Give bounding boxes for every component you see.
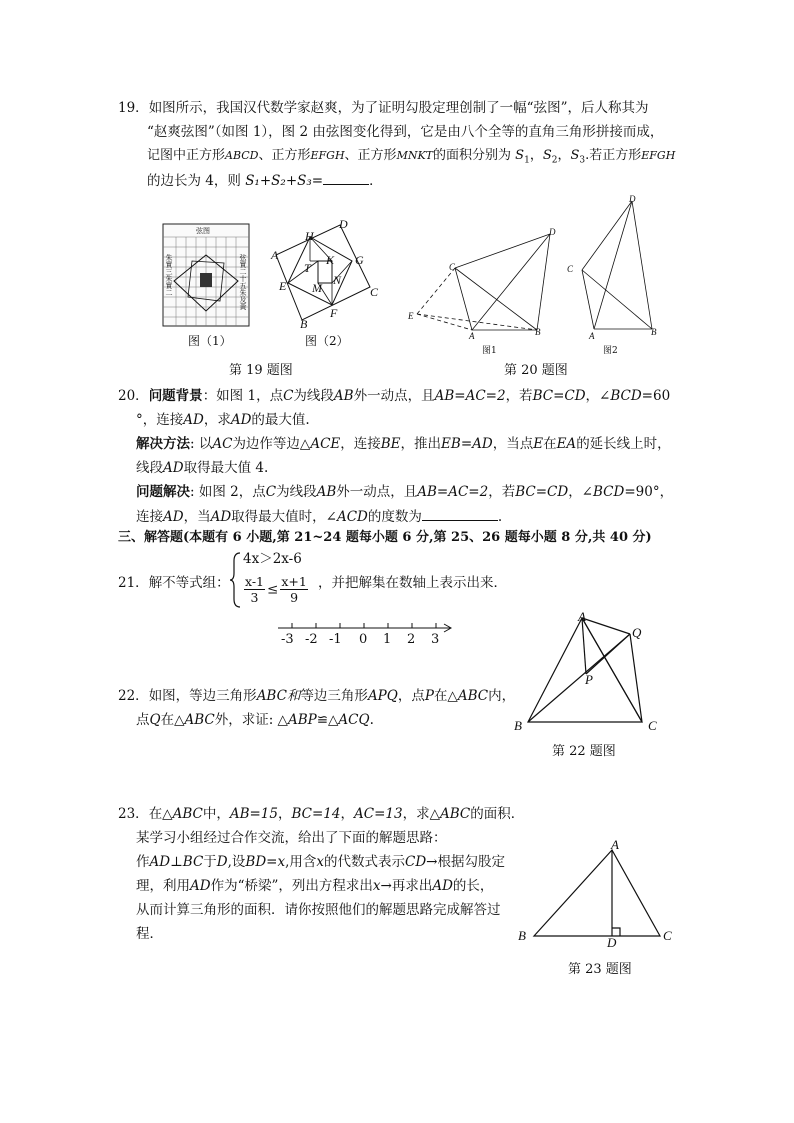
q22-figure-caption: 第 22 题图 (552, 744, 616, 759)
q22-label-P: P (585, 672, 593, 687)
q19-label-D: D (339, 217, 348, 231)
q19-answer-blank[interactable] (323, 170, 369, 185)
q23-label-A: A (611, 837, 619, 852)
q19-label-F: F (330, 306, 338, 320)
q20-figure1 (400, 222, 560, 342)
q20-fig2-label-A: A (589, 331, 595, 341)
tick-label: -3 (281, 632, 294, 647)
q20-line3: 解决方法: 以AC为边作等边△ACE，连接BE，推出EB=AD，当点E在EA的延长线上时， (136, 436, 671, 452)
q21-prefix: 21．解不等式组： (118, 575, 230, 591)
q19-figure-caption: 第 19 题图 (229, 363, 293, 378)
tick-label: -1 (329, 632, 342, 647)
q20-fig2-label-B: B (651, 327, 657, 337)
tick-label: 0 (359, 632, 368, 647)
q20-fig1-caption: 图1 (482, 346, 497, 356)
q23-line4: 理，利用AD作为“桥梁”，列出方程求出x→再求出AD的长， (136, 878, 494, 894)
q19-label-E: E (279, 279, 287, 293)
q19-label-H: H (305, 229, 314, 243)
q21-suffix: ，并把解集在数轴上表示出来． (318, 575, 507, 591)
q21-frac1: $\frac{x-1}{3}$ (245, 574, 265, 605)
q19-line3: 记图中正方形ABCD、正方形EFGH、正方形MNKT的面积分别为 $S_1$，$S_2$，$S_3$.若正方形EFGH (147, 148, 676, 166)
q21-frac2: $\frac{x+1}{9}$ (281, 574, 307, 605)
q22-line2: 点Q在△ABC外，求证: △ABP≌△ACQ. (136, 712, 374, 728)
q19-label-M: M (312, 281, 322, 295)
q23-label-D: D (607, 935, 617, 950)
q20-fig1-label-E: E (408, 311, 414, 321)
q22-label-C: C (648, 718, 657, 733)
q19-figure2 (270, 215, 380, 333)
q21-inequality2: $\frac{x-1}{3}$ ≤ $\frac{x+1}{9}$ (245, 574, 307, 605)
q19-label-B: B (300, 317, 308, 331)
q23-figure-caption: 第 23 题图 (568, 962, 632, 977)
tick-label: 1 (383, 632, 392, 647)
q19-fig1-right-text: 弦實二十五朱及黃 (239, 254, 247, 310)
q23-line1: 23．在△ABC中，AB=15，BC=14，AC=13，求△ABC的面积． (118, 806, 525, 822)
q19-line1: 19．如图所示，我国汉代数学家赵爽，为了证明勾股定理创制了一幅“弦图”，后人称其为 (118, 100, 649, 116)
q22-label-Q: Q (632, 625, 642, 640)
q20-answer-blank[interactable] (422, 506, 498, 521)
q20-line6: 连接AD，当AD取得最大值时，∠ACD的度数为 . (136, 506, 502, 527)
q23-line2: 某学习小组经过合作交流，给出了下面的解题思路： (136, 830, 447, 846)
q20-fig2-caption: 图2 (603, 346, 618, 356)
q20-figure2 (570, 195, 660, 335)
q19-label-T: T (304, 261, 311, 275)
q19-fig2-caption: 图（2） (305, 334, 349, 348)
section3-heading: 三、解答题(本题有 6 小题,第 21~24 题每小题 6 分,第 25、26 题每小题 8 分,共 40 分) (118, 530, 652, 545)
q21-brace (230, 551, 242, 609)
q19-fig1-caption: 图（1） (188, 334, 232, 348)
q22-line1: 22．如图，等边三角形ABC和等边三角形APQ，点P在△ABC内， (118, 688, 516, 704)
q20-line4: 线段AD取得最大值 4. (136, 460, 269, 476)
q19-fig1-left-text: 朱實三朱實二 (165, 254, 173, 296)
q20-line1: 20．问题背景：如图 1，点C为线段AB外一动点，且AB=AC=2，若BC=CD，∠BCD=60 (118, 388, 671, 404)
q20-fig1-label-C: C (449, 262, 456, 272)
tick-label: 2 (407, 632, 416, 647)
q20-fig1-label-A: A (469, 331, 475, 341)
q20-figure-caption: 第 20 题图 (504, 363, 568, 378)
q19-line4: 的边长为 4，则 S₁+S₂+S₃= ． (147, 170, 383, 191)
q21-inequality1: 4x＞2x-6 (243, 551, 302, 567)
q19-line2: “赵爽弦图”（如图 1），图 2 由弦图变化得到，它是由八个全等的直角三角形拼接而成， (147, 124, 664, 140)
q19-label-A: A (271, 248, 279, 262)
q23-line3: 作AD⊥BC于D,设BD=x,用含x的代数式表示CD→根据勾股定 (136, 854, 505, 870)
tick-label: 3 (431, 632, 440, 647)
q20-line5: 问题解决: 如图 2，点C为线段AB外一动点，且AB=AC=2，若BC=CD，∠BCD=90°， (136, 484, 674, 500)
q23-label-C: C (663, 928, 672, 943)
q20-fig1-label-D: D (549, 227, 556, 237)
q23-line6: 程． (136, 926, 163, 942)
q19-label-K: K (326, 253, 335, 267)
q22-label-B: B (514, 718, 522, 733)
q20-fig2-label-C: C (567, 264, 574, 274)
q20-fig1-label-B: B (535, 327, 541, 337)
q19-figure1-xiantu (162, 223, 250, 327)
q23-line5: 从而计算三角形的面积．请你按照他们的解题思路完成解答过 (136, 902, 501, 918)
q19-fig1-title: 弦图 (196, 227, 210, 235)
q20-fig2-label-D: D (629, 194, 636, 204)
q20-line2: °，连接AD，求AD的最大值. (136, 412, 310, 428)
q23-label-B: B (518, 928, 526, 943)
q19-label-G: G (355, 253, 364, 267)
q22-label-A: A (578, 609, 586, 624)
tick-label: -2 (305, 632, 318, 647)
q19-label-N: N (333, 273, 342, 287)
q23-figure (530, 846, 670, 940)
q19-label-C: C (370, 285, 379, 299)
